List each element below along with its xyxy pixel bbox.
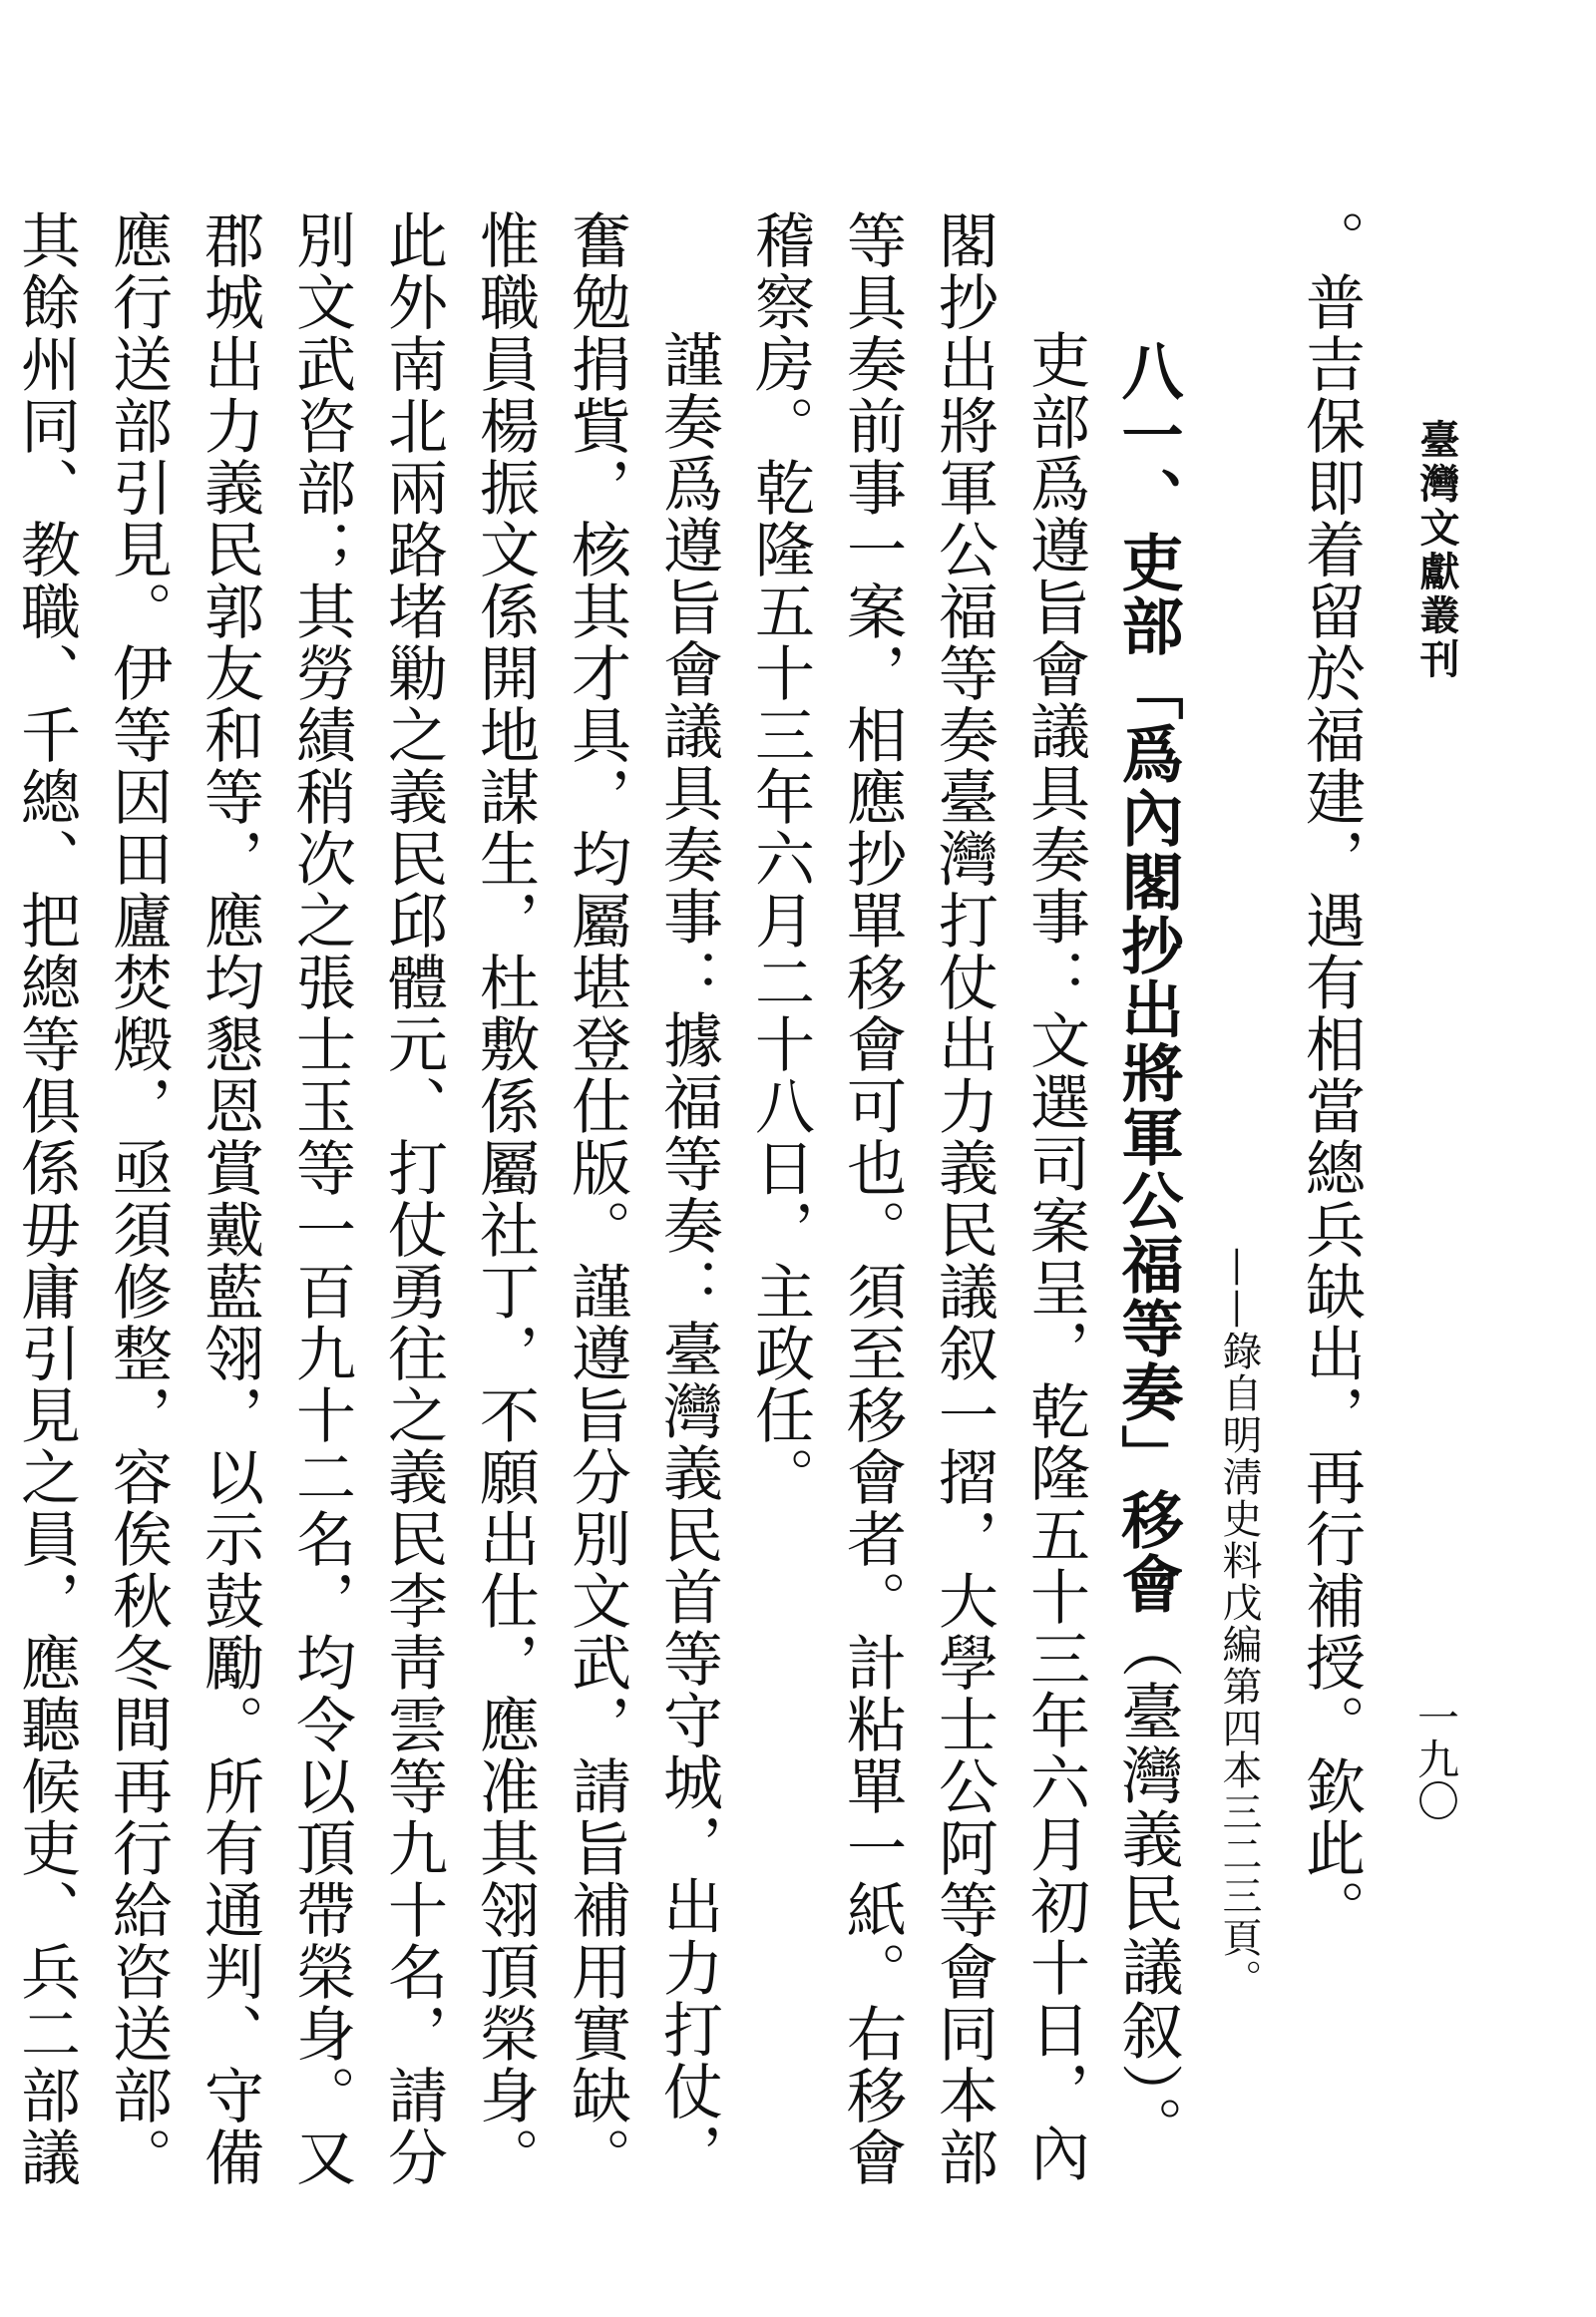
running-title: 臺灣文獻叢刊 bbox=[1413, 419, 1460, 682]
section-heading-title: 八一、吏部「爲內閣抄出將軍公福等奏」移會 bbox=[1111, 339, 1184, 1616]
continuation-text: 。普吉保即着留於福建，遇有相當總兵缺出，再行補授。欽此。 bbox=[1296, 209, 1366, 1941]
document-body bbox=[11, 209, 1377, 2194]
paragraph-2: 謹奏爲遵旨會議具奏事：據福等奏：臺灣義民首等守城，出力打仗，奮勉捐貲，核其才具，均屬堪登仕版。謹遵旨分別文武，請旨補用實缺。惟職員楊振文係開地謀生，杜敷係屬社丁，不願出仕，應准其翎頂榮身。此外南北兩路堵勦之義民邱體元、打仗勇往之義民李靑雲等九十名，請分別文武咨部；其勞績稍次之張士玉等一百九十二名，均令以頂帶榮身。又郡城出力義民郭友和等，應均懇恩賞戴藍翎，以示鼓勵。所有通判、守備應行送部引見。伊等因田廬焚燬，亟須修整，容俟秋冬間再行給咨送部。其餘州同、教職、千總、把總等俱係毋庸引見之員，應聽候吏、兵二部議 bbox=[11, 209, 723, 2188]
paragraph-1: 吏部爲遵旨會議具奏事：文選司案呈，乾隆五十三年六月初十日，內閣抄出將軍公福等奏臺灣打仗出力義民議叙一摺，大學士公阿等會同本部等具奏前事一案，相應抄單移會可也。須至移會者。計粘單一紙。右移會稽察房。乾隆五十三年六月二十八日，主政任。 bbox=[745, 209, 1090, 2188]
section-heading-suffix: （臺灣義民議叙）。 bbox=[1111, 1616, 1184, 2159]
source-citation: ——錄自明淸史料戊編第四本三二三頁。 bbox=[1216, 1247, 1262, 2001]
page-number: 一九〇 bbox=[1411, 1696, 1460, 1821]
section-heading bbox=[1101, 209, 1193, 2194]
